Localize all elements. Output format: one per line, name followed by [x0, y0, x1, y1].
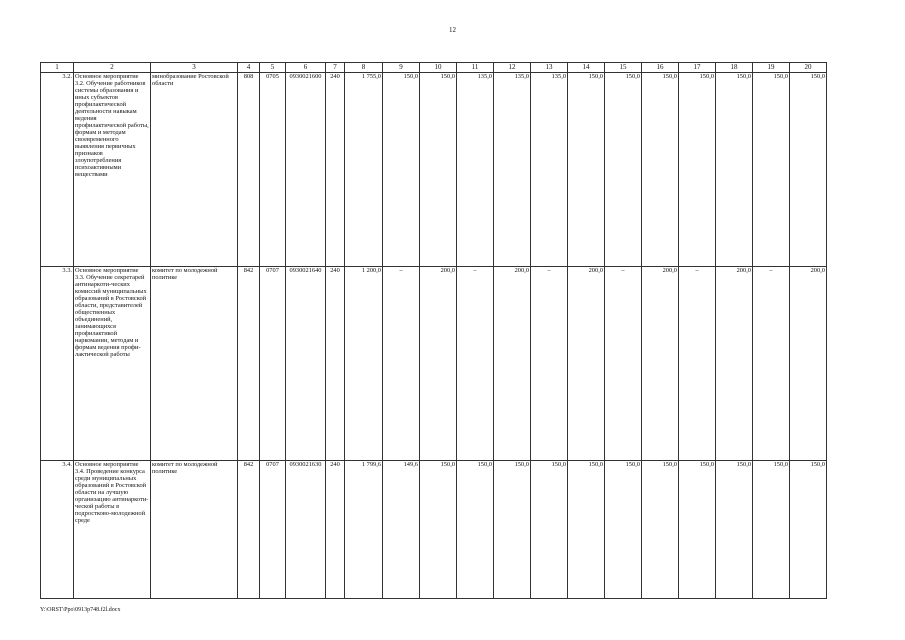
column-number: 20 [790, 63, 827, 73]
value-cell: 150,0 [790, 461, 827, 599]
row-id: 3.3. [41, 267, 74, 461]
rzpr-code: 0707 [260, 267, 286, 461]
value-cell: – [605, 267, 642, 461]
value-total: 1 755,0 [345, 73, 383, 267]
column-number: 5 [260, 63, 286, 73]
column-number: 15 [605, 63, 642, 73]
row-id: 3.4. [41, 461, 74, 599]
column-number: 3 [151, 63, 238, 73]
value-cell: 150,0 [642, 461, 679, 599]
value-cell: 150,0 [420, 73, 457, 267]
grbs-code: 842 [238, 267, 260, 461]
column-number: 2 [74, 63, 151, 73]
executor: минобразование Ростовской области [151, 73, 238, 267]
rzpr-code: 0707 [260, 461, 286, 599]
value-cell: 200,0 [568, 267, 605, 461]
value-cell: 150,0 [494, 461, 531, 599]
value-cell: – [531, 267, 568, 461]
column-number: 14 [568, 63, 605, 73]
column-number: 9 [383, 63, 420, 73]
value-cell: 150,0 [642, 73, 679, 267]
value-cell: 200,0 [642, 267, 679, 461]
column-number: 10 [420, 63, 457, 73]
value-cell: – [457, 267, 494, 461]
value-cell: 150,0 [568, 461, 605, 599]
column-number: 19 [753, 63, 790, 73]
grbs-code: 842 [238, 461, 260, 599]
vr-code: 240 [326, 73, 345, 267]
value-cell: – [753, 267, 790, 461]
column-number: 17 [679, 63, 716, 73]
column-number: 12 [494, 63, 531, 73]
column-number: 18 [716, 63, 753, 73]
value-cell: 150,0 [420, 461, 457, 599]
value-total: 1 200,0 [345, 267, 383, 461]
measure-name: Основное мероприятие 3.3. Обучение секретарей антинаркоти-ческих комиссий муниципальных образований в Ростовской области, представителей общественных объединений, занимающихся профилактикой наркомании, методам и формам ведения профи-лактической работы [74, 267, 151, 461]
value-cell: 149,6 [383, 461, 420, 599]
value-cell: 150,0 [753, 73, 790, 267]
value-cell: 200,0 [716, 267, 753, 461]
value-cell: 200,0 [790, 267, 827, 461]
value-cell: 150,0 [716, 461, 753, 599]
csr-code: 0930021640 [286, 267, 326, 461]
csr-code: 0930021600 [286, 73, 326, 267]
column-number: 7 [326, 63, 345, 73]
program-table [40, 62, 827, 599]
table-row [41, 267, 827, 461]
value-cell: 150,0 [605, 73, 642, 267]
csr-code: 0930021630 [286, 461, 326, 599]
value-cell: 150,0 [457, 461, 494, 599]
executor: комитет по молодежной политике [151, 461, 238, 599]
executor: комитет по молодежной политике [151, 267, 238, 461]
grbs-code: 808 [238, 73, 260, 267]
page-number: 12 [449, 26, 456, 34]
value-cell: 150,0 [753, 461, 790, 599]
measure-name: Основное мероприятие 3.2. Обучение работников системы образования и иных субъектов профилактической деятельности навыкам ведения профилактической работы, формам и методам своевременного выявления первичных признаков злоупотребления психоактивными веществами [74, 73, 151, 267]
value-total: 1 799,6 [345, 461, 383, 599]
column-number: 8 [345, 63, 383, 73]
value-cell: 150,0 [716, 73, 753, 267]
value-cell: 200,0 [420, 267, 457, 461]
value-cell: 150,0 [679, 73, 716, 267]
value-cell: 150,0 [531, 461, 568, 599]
column-number: 4 [238, 63, 260, 73]
value-cell: 150,0 [605, 461, 642, 599]
vr-code: 240 [326, 267, 345, 461]
value-cell: 150,0 [679, 461, 716, 599]
table-row [41, 461, 827, 599]
value-cell: 150,0 [790, 73, 827, 267]
table-row [41, 73, 827, 267]
value-cell: 135,0 [494, 73, 531, 267]
row-id: 3.2. [41, 73, 74, 267]
column-number: 16 [642, 63, 679, 73]
value-cell: 135,0 [531, 73, 568, 267]
value-cell: 200,0 [494, 267, 531, 461]
file-path-footer: Y:\ORST\Ppo\0913p748.f2l.docx [40, 607, 121, 613]
column-number: 6 [286, 63, 326, 73]
column-number: 1 [41, 63, 74, 73]
value-cell: – [383, 267, 420, 461]
measure-name: Основное мероприятие 3.4. Проведение конкурса среди муниципальных образований в Ростовской области на лучшую организацию антинаркоти-ческой работы в подростково-молодежной среде [74, 461, 151, 599]
rzpr-code: 0705 [260, 73, 286, 267]
value-cell: 150,0 [383, 73, 420, 267]
column-number: 11 [457, 63, 494, 73]
vr-code: 240 [326, 461, 345, 599]
value-cell: 150,0 [568, 73, 605, 267]
column-number-row [41, 63, 827, 73]
value-cell: – [679, 267, 716, 461]
column-number: 13 [531, 63, 568, 73]
value-cell: 135,0 [457, 73, 494, 267]
